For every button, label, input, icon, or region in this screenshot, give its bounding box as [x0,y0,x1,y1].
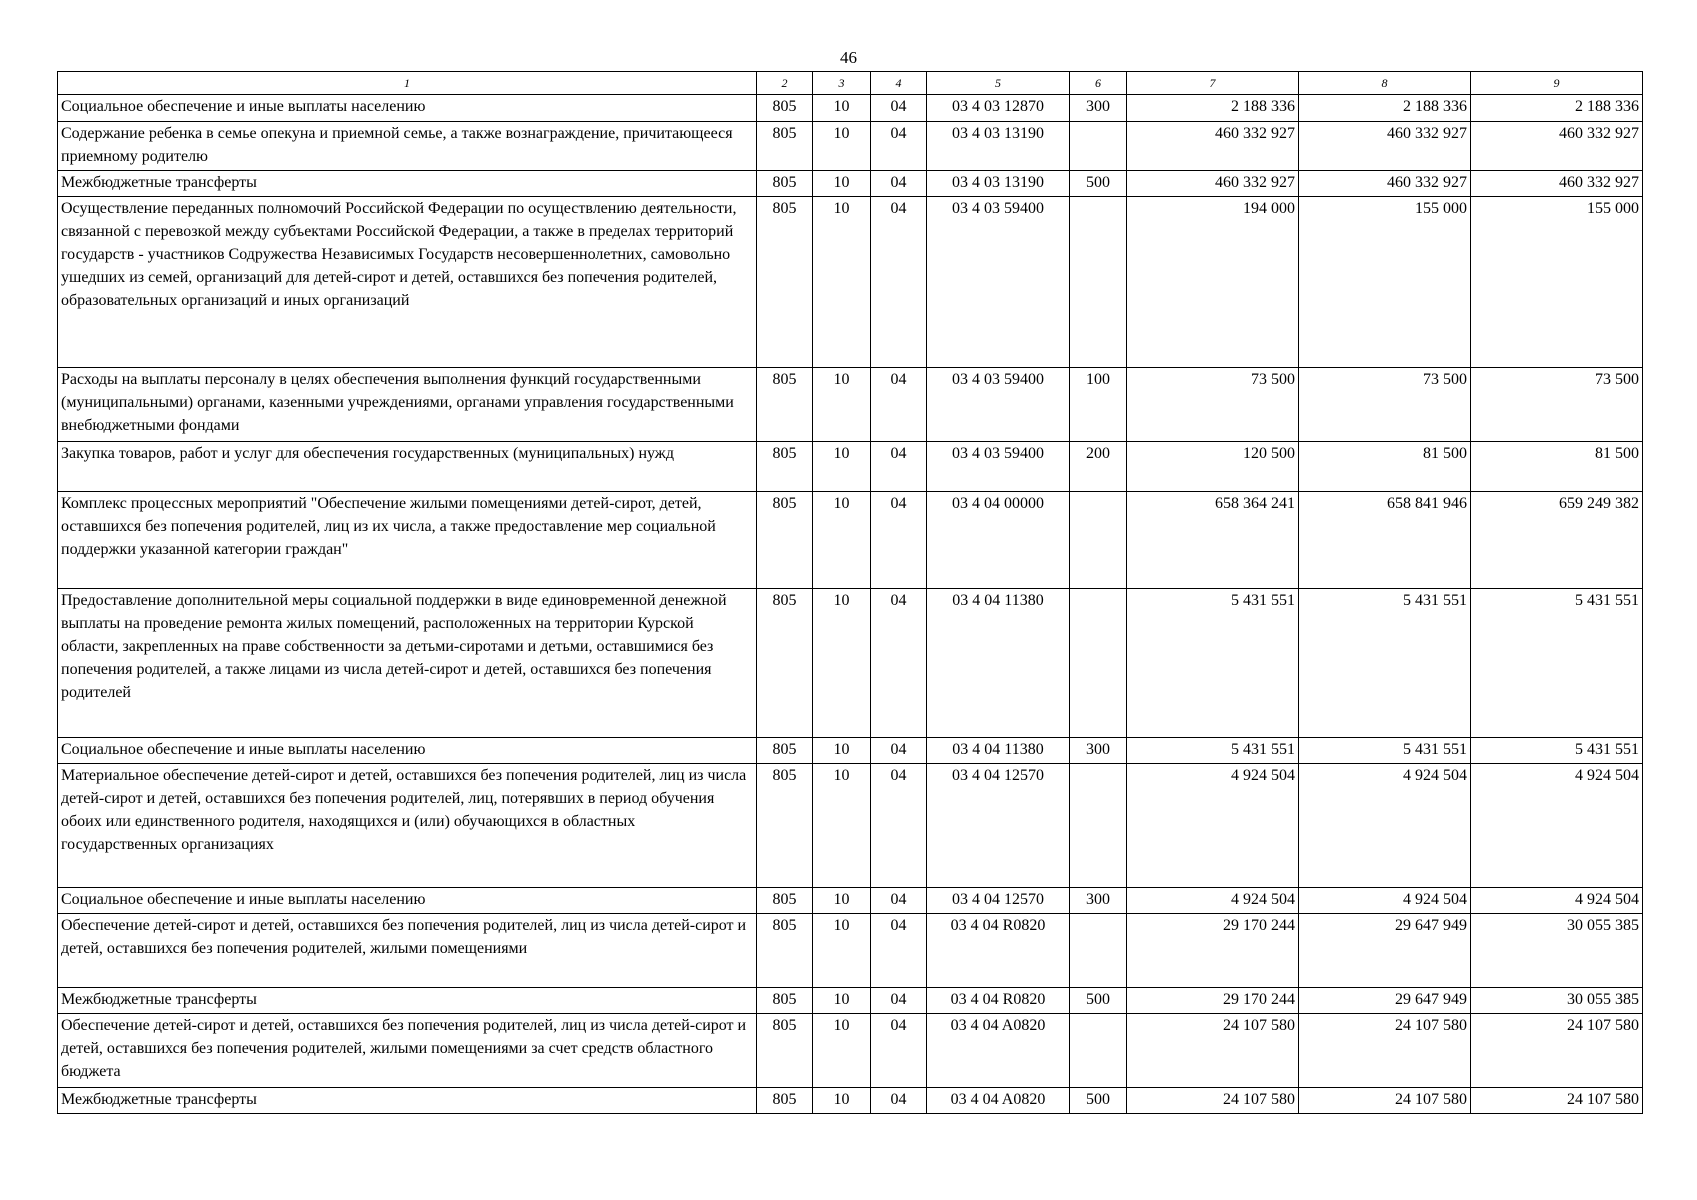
expense-name: Комплекс процессных мероприятий "Обеспечение жилыми помещениями детей-сирот, детей, оставшихся без попечения родителей, лиц из их числа, а также предоставление мер социальной поддержки указанной категории граждан" [58,492,757,589]
cell-col5: 03 4 04 12570 [927,888,1070,914]
cell-col6: 300 [1070,738,1127,764]
column-header: 3 [813,72,871,95]
cell-col3: 10 [813,764,871,888]
cell-col8: 73 500 [1299,368,1471,442]
cell-col9: 460 332 927 [1471,122,1643,171]
cell-col7: 24 107 580 [1127,1014,1299,1088]
cell-col6: 300 [1070,888,1127,914]
cell-col4: 04 [871,492,927,589]
cell-col5: 03 4 04 00000 [927,492,1070,589]
cell-col5: 03 4 03 12870 [927,95,1070,122]
cell-col4: 04 [871,171,927,197]
cell-col8: 24 107 580 [1299,1014,1471,1088]
cell-col3: 10 [813,914,871,988]
column-header: 2 [757,72,813,95]
cell-col3: 10 [813,1088,871,1114]
cell-col9: 5 431 551 [1471,738,1643,764]
cell-col9: 73 500 [1471,368,1643,442]
cell-col5: 03 4 04 11380 [927,738,1070,764]
cell-col9: 4 924 504 [1471,764,1643,888]
table-row [58,368,1643,442]
table-row [58,492,1643,589]
cell-col9: 30 055 385 [1471,988,1643,1014]
cell-col2: 805 [757,197,813,368]
cell-col5: 03 4 04 R0820 [927,914,1070,988]
cell-col5: 03 4 04 11380 [927,589,1070,738]
cell-col3: 10 [813,589,871,738]
table-row [58,988,1643,1014]
cell-col2: 805 [757,1088,813,1114]
cell-col3: 10 [813,738,871,764]
cell-col9: 30 055 385 [1471,914,1643,988]
cell-col7: 29 170 244 [1127,914,1299,988]
cell-col2: 805 [757,171,813,197]
cell-col9: 659 249 382 [1471,492,1643,589]
cell-col5: 03 4 04 R0820 [927,988,1070,1014]
cell-col8: 5 431 551 [1299,589,1471,738]
cell-col8: 4 924 504 [1299,764,1471,888]
cell-col5: 03 4 04 A0820 [927,1088,1070,1114]
table-row [58,764,1643,888]
expense-name: Обеспечение детей-сирот и детей, оставшихся без попечения родителей, лиц из числа детей-сирот и детей, оставшихся без попечения родителей, жилыми помещениями за счет средств областного бюджета [58,1014,757,1088]
cell-col9: 155 000 [1471,197,1643,368]
expense-name: Межбюджетные трансферты [58,1088,757,1114]
cell-col5: 03 4 03 59400 [927,197,1070,368]
cell-col6: 300 [1070,95,1127,122]
cell-col7: 5 431 551 [1127,589,1299,738]
cell-col2: 805 [757,988,813,1014]
cell-col2: 805 [757,368,813,442]
cell-col3: 10 [813,368,871,442]
header-row [58,72,1643,95]
expense-name: Межбюджетные трансферты [58,988,757,1014]
cell-col6 [1070,197,1127,368]
cell-col4: 04 [871,1014,927,1088]
column-header: 9 [1471,72,1643,95]
cell-col5: 03 4 03 13190 [927,171,1070,197]
cell-col5: 03 4 04 A0820 [927,1014,1070,1088]
column-header: 4 [871,72,927,95]
cell-col8: 460 332 927 [1299,122,1471,171]
cell-col7: 4 924 504 [1127,764,1299,888]
expense-name: Социальное обеспечение и иные выплаты населению [58,888,757,914]
column-header: 1 [58,72,757,95]
cell-col7: 120 500 [1127,442,1299,492]
table-row [58,1014,1643,1088]
expense-name: Закупка товаров, работ и услуг для обеспечения государственных (муниципальных) нужд [58,442,757,492]
cell-col8: 155 000 [1299,197,1471,368]
column-header: 6 [1070,72,1127,95]
cell-col4: 04 [871,442,927,492]
cell-col9: 81 500 [1471,442,1643,492]
cell-col6: 500 [1070,988,1127,1014]
page-number: 46 [840,48,857,67]
table-row [58,589,1643,738]
cell-col4: 04 [871,738,927,764]
cell-col9: 5 431 551 [1471,589,1643,738]
cell-col6 [1070,589,1127,738]
expense-name: Материальное обеспечение детей-сирот и детей, оставшихся без попечения родителей, лиц из числа детей-сирот и детей, оставшихся без попечения родителей, лиц, потерявших в период обучения обоих или единственного родителя, находящихся и (или) обучающихся в областных государственных организациях [58,764,757,888]
table-row [58,738,1643,764]
cell-col5: 03 4 04 12570 [927,764,1070,888]
cell-col2: 805 [757,122,813,171]
cell-col2: 805 [757,738,813,764]
cell-col9: 460 332 927 [1471,171,1643,197]
cell-col6 [1070,492,1127,589]
cell-col7: 460 332 927 [1127,171,1299,197]
cell-col4: 04 [871,764,927,888]
cell-col4: 04 [871,95,927,122]
expense-name: Обеспечение детей-сирот и детей, оставшихся без попечения родителей, лиц из числа детей-сирот и детей, оставшихся без попечения родителей, жилыми помещениями [58,914,757,988]
expense-name: Социальное обеспечение и иные выплаты населению [58,95,757,122]
cell-col7: 24 107 580 [1127,1088,1299,1114]
cell-col3: 10 [813,888,871,914]
cell-col6 [1070,764,1127,888]
cell-col7: 73 500 [1127,368,1299,442]
cell-col3: 10 [813,171,871,197]
cell-col3: 10 [813,197,871,368]
cell-col7: 460 332 927 [1127,122,1299,171]
cell-col6: 200 [1070,442,1127,492]
cell-col3: 10 [813,492,871,589]
cell-col4: 04 [871,589,927,738]
column-header: 8 [1299,72,1471,95]
cell-col7: 29 170 244 [1127,988,1299,1014]
cell-col4: 04 [871,1088,927,1114]
cell-col6 [1070,1014,1127,1088]
table-row [58,914,1643,988]
table-row [58,171,1643,197]
expense-name: Осуществление переданных полномочий Российской Федерации по осуществлению деятельности, связанной с перевозкой между субъектами Российской Федерации, а также в пределах территорий государств - участников Содружества Независимых Государств несовершеннолетних, самовольно ушедших из семей, организаций для детей-сирот и детей, оставшихся без попечения родителей, образовательных организаций и иных организаций [58,197,757,368]
cell-col7: 2 188 336 [1127,95,1299,122]
cell-col6: 500 [1070,171,1127,197]
cell-col4: 04 [871,197,927,368]
budget-table [57,71,1643,1114]
cell-col7: 194 000 [1127,197,1299,368]
cell-col6 [1070,914,1127,988]
cell-col6: 500 [1070,1088,1127,1114]
cell-col8: 5 431 551 [1299,738,1471,764]
cell-col5: 03 4 03 59400 [927,442,1070,492]
cell-col2: 805 [757,442,813,492]
cell-col7: 658 364 241 [1127,492,1299,589]
cell-col8: 29 647 949 [1299,988,1471,1014]
column-header: 5 [927,72,1070,95]
cell-col9: 24 107 580 [1471,1014,1643,1088]
cell-col2: 805 [757,492,813,589]
cell-col4: 04 [871,988,927,1014]
cell-col8: 29 647 949 [1299,914,1471,988]
expense-name: Предоставление дополнительной меры социальной поддержки в виде единовременной денежной выплаты на проведение ремонта жилых помещений, расположенных на территории Курской области, закрепленных на праве собственности за детьми-сиротами и детьми, оставшимися без попечения родителей, а также лицами из числа детей-сирот и детей, оставшихся без попечения родителей [58,589,757,738]
expense-name: Социальное обеспечение и иные выплаты населению [58,738,757,764]
cell-col9: 4 924 504 [1471,888,1643,914]
cell-col4: 04 [871,888,927,914]
table-row [58,197,1643,368]
cell-col4: 04 [871,368,927,442]
cell-col5: 03 4 03 59400 [927,368,1070,442]
cell-col2: 805 [757,914,813,988]
cell-col7: 4 924 504 [1127,888,1299,914]
cell-col6: 100 [1070,368,1127,442]
table-row [58,95,1643,122]
cell-col8: 4 924 504 [1299,888,1471,914]
column-header: 7 [1127,72,1299,95]
cell-col8: 81 500 [1299,442,1471,492]
cell-col3: 10 [813,122,871,171]
cell-col3: 10 [813,442,871,492]
cell-col8: 24 107 580 [1299,1088,1471,1114]
cell-col8: 658 841 946 [1299,492,1471,589]
cell-col2: 805 [757,1014,813,1088]
cell-col5: 03 4 03 13190 [927,122,1070,171]
cell-col2: 805 [757,95,813,122]
cell-col2: 805 [757,888,813,914]
table-row [58,1088,1643,1114]
cell-col3: 10 [813,95,871,122]
cell-col3: 10 [813,1014,871,1088]
table-row [58,442,1643,492]
table-row [58,122,1643,171]
cell-col6 [1070,122,1127,171]
cell-col2: 805 [757,764,813,888]
cell-col9: 2 188 336 [1471,95,1643,122]
expense-name: Межбюджетные трансферты [58,171,757,197]
cell-col7: 5 431 551 [1127,738,1299,764]
cell-col3: 10 [813,988,871,1014]
cell-col9: 24 107 580 [1471,1088,1643,1114]
cell-col8: 2 188 336 [1299,95,1471,122]
table-row [58,888,1643,914]
cell-col4: 04 [871,914,927,988]
cell-col4: 04 [871,122,927,171]
expense-name: Содержание ребенка в семье опекуна и приемной семье, а также вознаграждение, причитающееся приемному родителю [58,122,757,171]
expense-name: Расходы на выплаты персоналу в целях обеспечения выполнения функций государственными (муниципальными) органами, казенными учреждениями, органами управления государственными внебюджетными фондами [58,368,757,442]
cell-col8: 460 332 927 [1299,171,1471,197]
cell-col2: 805 [757,589,813,738]
